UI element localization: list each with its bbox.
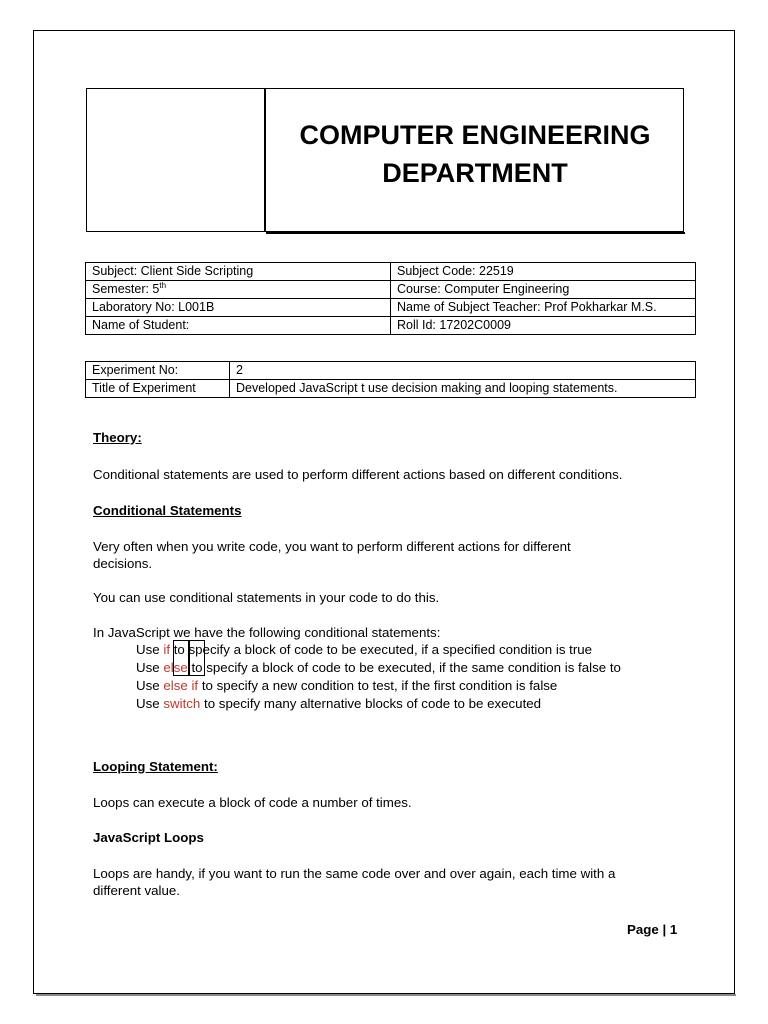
header-underline (266, 232, 685, 234)
semester-cell (86, 281, 391, 299)
table-row (86, 380, 696, 398)
loops-intro: Loops can execute a block of code a number of times. (93, 795, 412, 810)
paragraph-1-line-1: Very often when you write code, you want to perform different actions for different (93, 539, 571, 554)
table-row (86, 299, 696, 317)
roll-id-cell: Roll Id: 17202C0009 (391, 317, 696, 335)
list-item (117, 695, 541, 712)
paragraph-2: You can use conditional statements in your code to do this. (93, 590, 440, 605)
use-label: Use (136, 678, 160, 693)
experiment-no-label: Experiment No: (86, 362, 230, 380)
bullet-text: to specify a new condition to test, if the first condition is false (201, 678, 558, 693)
use-label: Use (136, 660, 160, 675)
experiment-title-label: Title of Experiment (86, 380, 230, 398)
semester-superscript: th (159, 280, 167, 290)
loops-paragraph-line-1: Loops are handy, if you want to run the same code over and over again, each time with a (93, 866, 616, 881)
table-row (86, 317, 696, 335)
keyword-else-if: else if (163, 678, 199, 693)
department-title-line1: COMPUTER ENGINEERING (299, 120, 651, 150)
bullet-text: to specify a block of code to be executed, if a specified condition is true (173, 642, 593, 657)
experiment-table (85, 361, 696, 398)
javascript-loops-heading: JavaScript Loops (93, 830, 204, 845)
theory-heading: Theory: (93, 430, 142, 445)
experiment-title-value: Developed JavaScript t use decision making and looping statements. (230, 380, 696, 398)
lab-no-cell: Laboratory No: L001B (86, 299, 391, 317)
keyword-else: else (163, 660, 188, 675)
conditional-statements-heading: Conditional Statements (93, 503, 242, 518)
table-row (86, 362, 696, 380)
semester-text: Semester: 5 (92, 282, 160, 296)
paragraph-1-line-2: decisions. (93, 556, 153, 571)
list-intro: In JavaScript we have the following conditional statements: (93, 625, 441, 640)
use-label: Use (136, 642, 160, 657)
page-shadow (36, 994, 736, 996)
keyword-switch: switch (163, 696, 201, 711)
experiment-no-value: 2 (230, 362, 696, 380)
keyword-highlight-box (173, 640, 189, 676)
table-row (86, 263, 696, 281)
theory-intro: Conditional statements are used to perform different actions based on different conditions. (93, 467, 623, 482)
department-title-line2: DEPARTMENT (382, 158, 568, 188)
course-cell: Course: Computer Engineering (391, 281, 696, 299)
loops-paragraph-line-2: different value. (93, 883, 180, 898)
student-name-cell: Name of Student: (86, 317, 391, 335)
page-number: Page | 1 (627, 922, 678, 937)
table-row (86, 281, 696, 299)
subject-info-table (85, 262, 696, 335)
keyword-highlight-box (189, 640, 205, 676)
bullet-text: to specify many alternative blocks of code to be executed (204, 696, 542, 711)
looping-statement-heading: Looping Statement: (93, 759, 218, 774)
subject-cell: Subject: Client Side Scripting (86, 263, 391, 281)
keyword-if: if (163, 642, 171, 657)
teacher-cell: Name of Subject Teacher: Prof Pokharkar M.S. (391, 299, 696, 317)
subject-code-cell: Subject Code: 22519 (391, 263, 696, 281)
department-title (266, 116, 684, 192)
list-item (117, 677, 557, 694)
use-label: Use (136, 696, 160, 711)
bullet-text: to specify a block of code to be executed, if the same condition is false to (191, 660, 621, 675)
